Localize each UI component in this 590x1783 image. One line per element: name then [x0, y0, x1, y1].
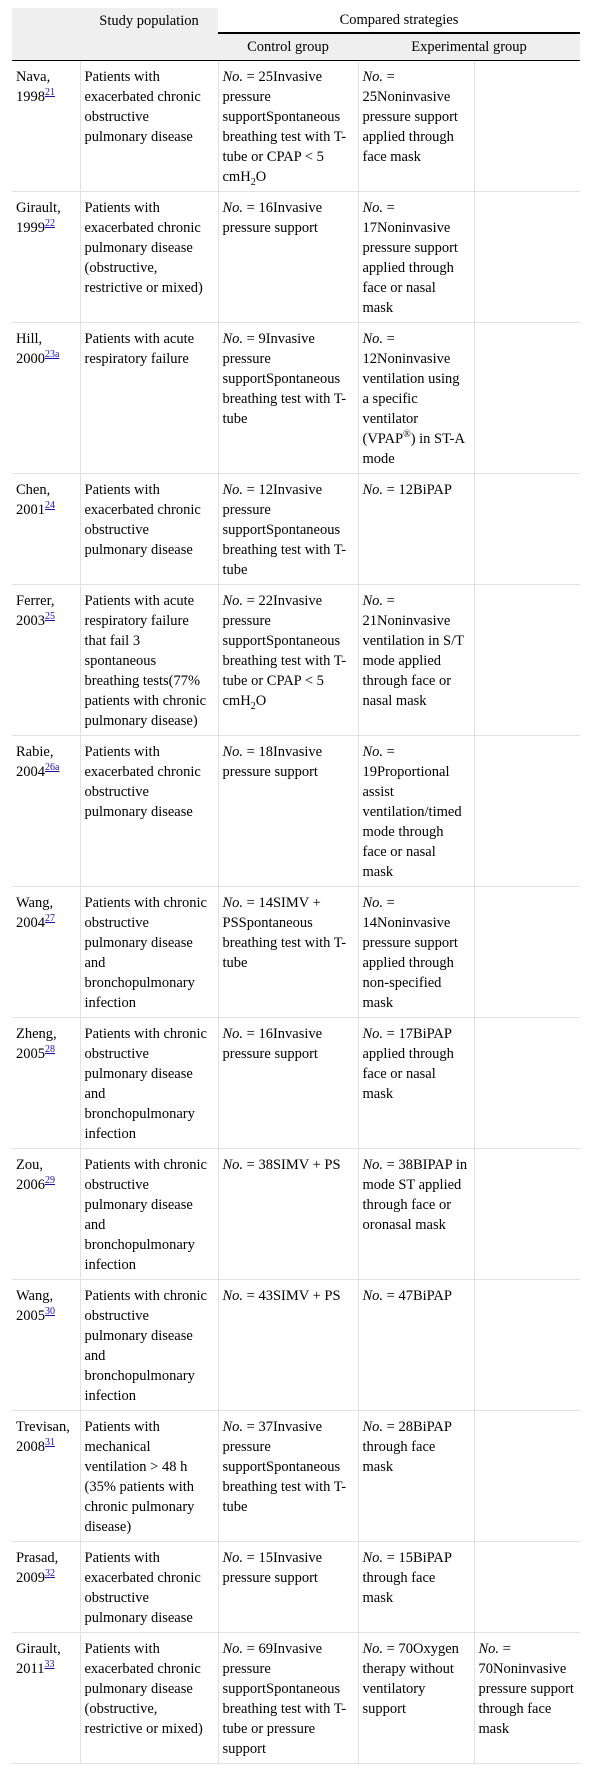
population-cell: Patients with exacerbated chronic pulmonary disease (obstructive, restrictive or mixed) — [80, 1633, 218, 1764]
table-row — [12, 585, 580, 736]
study-cell — [12, 1280, 80, 1411]
cell-text: = 12BiPAP — [386, 482, 452, 498]
n-label: No. — [362, 744, 387, 760]
control-cell — [218, 887, 358, 1018]
population-cell: Patients with exacerbated chronic obstructive pulmonary disease — [80, 474, 218, 585]
experimental-cell — [358, 192, 474, 323]
header-compared-strategies: Compared strategies — [218, 8, 580, 33]
study-cell — [12, 1411, 80, 1542]
study-cell — [12, 887, 80, 1018]
subscript: 2 — [250, 700, 256, 712]
population-cell: Patients with exacerbated chronic pulmonary disease (obstructive, restrictive or mixed) — [80, 192, 218, 323]
table-row — [12, 1280, 580, 1411]
table-row — [12, 1633, 580, 1764]
study-author: Trevisan, 2008 — [16, 1419, 70, 1455]
cell-text: = 69Invasive pressure supportSpontaneous breathing test with T-tube or pressure support — [222, 1641, 347, 1757]
experimental-cell — [358, 1542, 474, 1633]
study-author: Rabie, 2004 — [16, 744, 54, 780]
table-row — [12, 61, 580, 192]
cell-text-tail: O — [255, 169, 267, 185]
n-label: No. — [222, 895, 247, 911]
experimental-cell-2 — [474, 1018, 580, 1149]
cell-text: = 47BiPAP — [386, 1288, 452, 1304]
control-cell — [218, 474, 358, 585]
table-row — [12, 887, 580, 1018]
control-cell — [218, 1633, 358, 1764]
experimental-cell — [358, 887, 474, 1018]
study-author: Nava, 1998 — [16, 69, 51, 105]
n-label: No. — [222, 744, 247, 760]
experimental-cell-2 — [474, 1542, 580, 1633]
study-author: Prasad, 2009 — [16, 1550, 59, 1586]
superscript: ® — [403, 429, 411, 441]
table-row — [12, 1411, 580, 1542]
experimental-cell — [358, 1280, 474, 1411]
experimental-cell — [358, 323, 474, 474]
n-label: No. — [362, 331, 387, 347]
study-cell — [12, 1018, 80, 1149]
n-label: No. — [362, 1157, 387, 1173]
table-row — [12, 736, 580, 887]
control-cell — [218, 323, 358, 474]
n-label: No. — [362, 1641, 387, 1657]
experimental-cell-2 — [474, 192, 580, 323]
cell-text: = 14Noninvasive pressure support applied through non-specified mask — [362, 895, 458, 1011]
table-row — [12, 1542, 580, 1633]
population-cell: Patients with chronic obstructive pulmonary disease and bronchopulmonary infection — [80, 1149, 218, 1280]
reference-link[interactable]: 27 — [45, 913, 55, 925]
reference-link[interactable]: 30 — [45, 1306, 55, 1318]
reference-link[interactable]: 24 — [45, 500, 55, 512]
control-cell — [218, 1542, 358, 1633]
cell-text: = 12Noninvasive ventilation using a specific ventilator (VPAP — [362, 331, 460, 447]
n-label: No. — [222, 200, 247, 216]
experimental-cell-2 — [474, 887, 580, 1018]
cell-text: = 19Proportional assist ventilation/timed mode through face or nasal mask — [362, 744, 462, 880]
study-author: Girault, 1999 — [16, 200, 61, 236]
experimental-cell — [358, 736, 474, 887]
experimental-cell — [358, 61, 474, 192]
population-cell: Patients with exacerbated chronic obstructive pulmonary disease — [80, 736, 218, 887]
n-label: No. — [222, 1419, 247, 1435]
control-cell — [218, 1018, 358, 1149]
table-row — [12, 192, 580, 323]
reference-link[interactable]: 33 — [44, 1659, 55, 1671]
control-cell — [218, 1411, 358, 1542]
experimental-cell-2 — [474, 1280, 580, 1411]
population-cell: Patients with exacerbated chronic obstructive pulmonary disease — [80, 61, 218, 192]
study-cell — [12, 192, 80, 323]
population-cell: Patients with chronic obstructive pulmonary disease and bronchopulmonary infection — [80, 1280, 218, 1411]
study-author: Girault, 2011 — [16, 1641, 61, 1677]
cell-text: = 70Oxygen therapy without ventilatory support — [362, 1641, 459, 1717]
population-cell: Patients with mechanical ventilation > 48 h (35% patients with chronic pulmonary disease) — [80, 1411, 218, 1542]
n-label: No. — [362, 69, 387, 85]
control-cell — [218, 585, 358, 736]
study-cell — [12, 1149, 80, 1280]
population-cell: Patients with chronic obstructive pulmonary disease and bronchopulmonary infection — [80, 1018, 218, 1149]
header-control-group: Control group — [218, 33, 358, 61]
experimental-cell-2 — [474, 1411, 580, 1542]
n-label: No. — [362, 482, 387, 498]
cell-text: = 28BiPAP through face mask — [362, 1419, 452, 1475]
experimental-cell-2 — [474, 736, 580, 887]
n-label: No. — [222, 593, 247, 609]
study-author: Chen, 2001 — [16, 482, 51, 518]
study-cell — [12, 736, 80, 887]
cell-text: = 17BiPAP applied through face or nasal mask — [362, 1026, 454, 1102]
subscript: 2 — [250, 176, 256, 188]
control-cell — [218, 61, 358, 192]
experimental-cell-2 — [474, 1149, 580, 1280]
study-author: Zou, 2006 — [16, 1157, 45, 1193]
cell-text: = 37Invasive pressure supportSpontaneous breathing test with T-tube — [222, 1419, 347, 1515]
population-cell: Patients with chronic obstructive pulmonary disease and bronchopulmonary infection — [80, 887, 218, 1018]
header-experimental-group: Experimental group — [358, 33, 580, 61]
header-study-population: Study population — [80, 8, 218, 33]
cell-text: = 43SIMV + PS — [246, 1288, 341, 1304]
reference-link[interactable]: 31 — [45, 1437, 55, 1449]
study-cell — [12, 585, 80, 736]
population-cell: Patients with acute respiratory failure — [80, 323, 218, 474]
study-cell — [12, 1542, 80, 1633]
n-label: No. — [222, 69, 247, 85]
study-author: Ferrer, 2003 — [16, 593, 55, 629]
study-author: Wang, 2004 — [16, 895, 54, 931]
empty-subheader — [80, 33, 218, 61]
cell-text: = 38BIPAP in mode ST applied through face or oronasal mask — [362, 1157, 468, 1233]
n-label: No. — [362, 1026, 387, 1042]
experimental-cell-2 — [474, 585, 580, 736]
n-label: No. — [222, 1641, 247, 1657]
cell-text: = 25Noninvasive pressure support applied through face mask — [362, 69, 458, 165]
n-label: No. — [362, 593, 387, 609]
reference-link[interactable]: 22 — [45, 218, 55, 230]
n-label: No. — [222, 1288, 247, 1304]
experimental-cell — [358, 474, 474, 585]
cell-text: = 22Invasive pressure supportSpontaneous breathing test with T-tube or CPAP < 5 cmH — [222, 593, 347, 709]
reference-link[interactable]: 23a — [45, 349, 60, 361]
n-label: No. — [222, 1550, 247, 1566]
cell-text: = 38SIMV + PS — [246, 1157, 341, 1173]
cell-text: = 25Invasive pressure supportSpontaneous breathing test with T-tube or CPAP < 5 cmH — [222, 69, 347, 185]
empty-header — [12, 8, 80, 33]
reference-link[interactable]: 29 — [45, 1175, 55, 1187]
population-cell: Patients with acute respiratory failure that fail 3 spontaneous breathing tests(77% patients with chronic pulmonary disease) — [80, 585, 218, 736]
cell-text: = 18Invasive pressure support — [222, 744, 323, 780]
reference-link[interactable]: 26a — [45, 762, 60, 774]
experimental-cell — [358, 1411, 474, 1542]
cell-text: = 21Noninvasive ventilation in S/T mode applied through face or nasal mask — [362, 593, 464, 709]
study-cell — [12, 474, 80, 585]
cell-text: = 12Invasive pressure supportSpontaneous breathing test with T-tube — [222, 482, 347, 578]
studies-table — [12, 8, 580, 1764]
reference-link[interactable]: 32 — [45, 1568, 55, 1580]
table-row — [12, 323, 580, 474]
cell-text: = 17Noninvasive pressure support applied through face or nasal mask — [362, 200, 458, 316]
n-label: No. — [362, 200, 387, 216]
control-cell — [218, 736, 358, 887]
experimental-cell-2 — [474, 474, 580, 585]
table-row — [12, 474, 580, 585]
n-label: No. — [478, 1641, 503, 1657]
cell-text: = 70Noninvasive pressure support through face mask — [478, 1641, 574, 1737]
study-cell — [12, 323, 80, 474]
reference-link[interactable]: 28 — [45, 1044, 55, 1056]
control-cell — [218, 1149, 358, 1280]
cell-text: = 14SIMV + PSSpontaneous breathing test with T-tube — [222, 895, 347, 971]
cell-text: = 15BiPAP through face mask — [362, 1550, 452, 1606]
study-cell — [12, 1633, 80, 1764]
experimental-cell-2 — [474, 61, 580, 192]
experimental-cell — [358, 1633, 474, 1764]
experimental-cell-2 — [474, 1633, 580, 1764]
table-row — [12, 1149, 580, 1280]
control-cell — [218, 192, 358, 323]
n-label: No. — [222, 331, 247, 347]
study-cell — [12, 61, 80, 192]
study-author: Wang, 2005 — [16, 1288, 54, 1324]
cell-text: = 16Invasive pressure support — [222, 200, 323, 236]
cell-text: = 15Invasive pressure support — [222, 1550, 323, 1586]
n-label: No. — [362, 895, 387, 911]
n-label: No. — [222, 482, 247, 498]
experimental-cell — [358, 585, 474, 736]
study-author: Hill, 2000 — [16, 331, 45, 367]
control-cell — [218, 1280, 358, 1411]
n-label: No. — [362, 1550, 387, 1566]
n-label: No. — [362, 1419, 387, 1435]
n-label: No. — [362, 1288, 387, 1304]
empty-subheader — [12, 33, 80, 61]
cell-text: = 9Invasive pressure supportSpontaneous breathing test with T-tube — [222, 331, 347, 427]
experimental-cell — [358, 1149, 474, 1280]
n-label: No. — [222, 1157, 247, 1173]
population-cell: Patients with exacerbated chronic obstructive pulmonary disease — [80, 1542, 218, 1633]
experimental-cell — [358, 1018, 474, 1149]
cell-text-tail: ) in ST-A mode — [362, 431, 465, 467]
table-row — [12, 1018, 580, 1149]
n-label: No. — [222, 1026, 247, 1042]
study-author: Zheng, 2005 — [16, 1026, 57, 1062]
cell-text: = 16Invasive pressure support — [222, 1026, 323, 1062]
cell-text-tail: O — [255, 693, 267, 709]
reference-link[interactable]: 25 — [45, 611, 55, 623]
experimental-cell-2 — [474, 323, 580, 474]
reference-link[interactable]: 21 — [45, 87, 55, 99]
